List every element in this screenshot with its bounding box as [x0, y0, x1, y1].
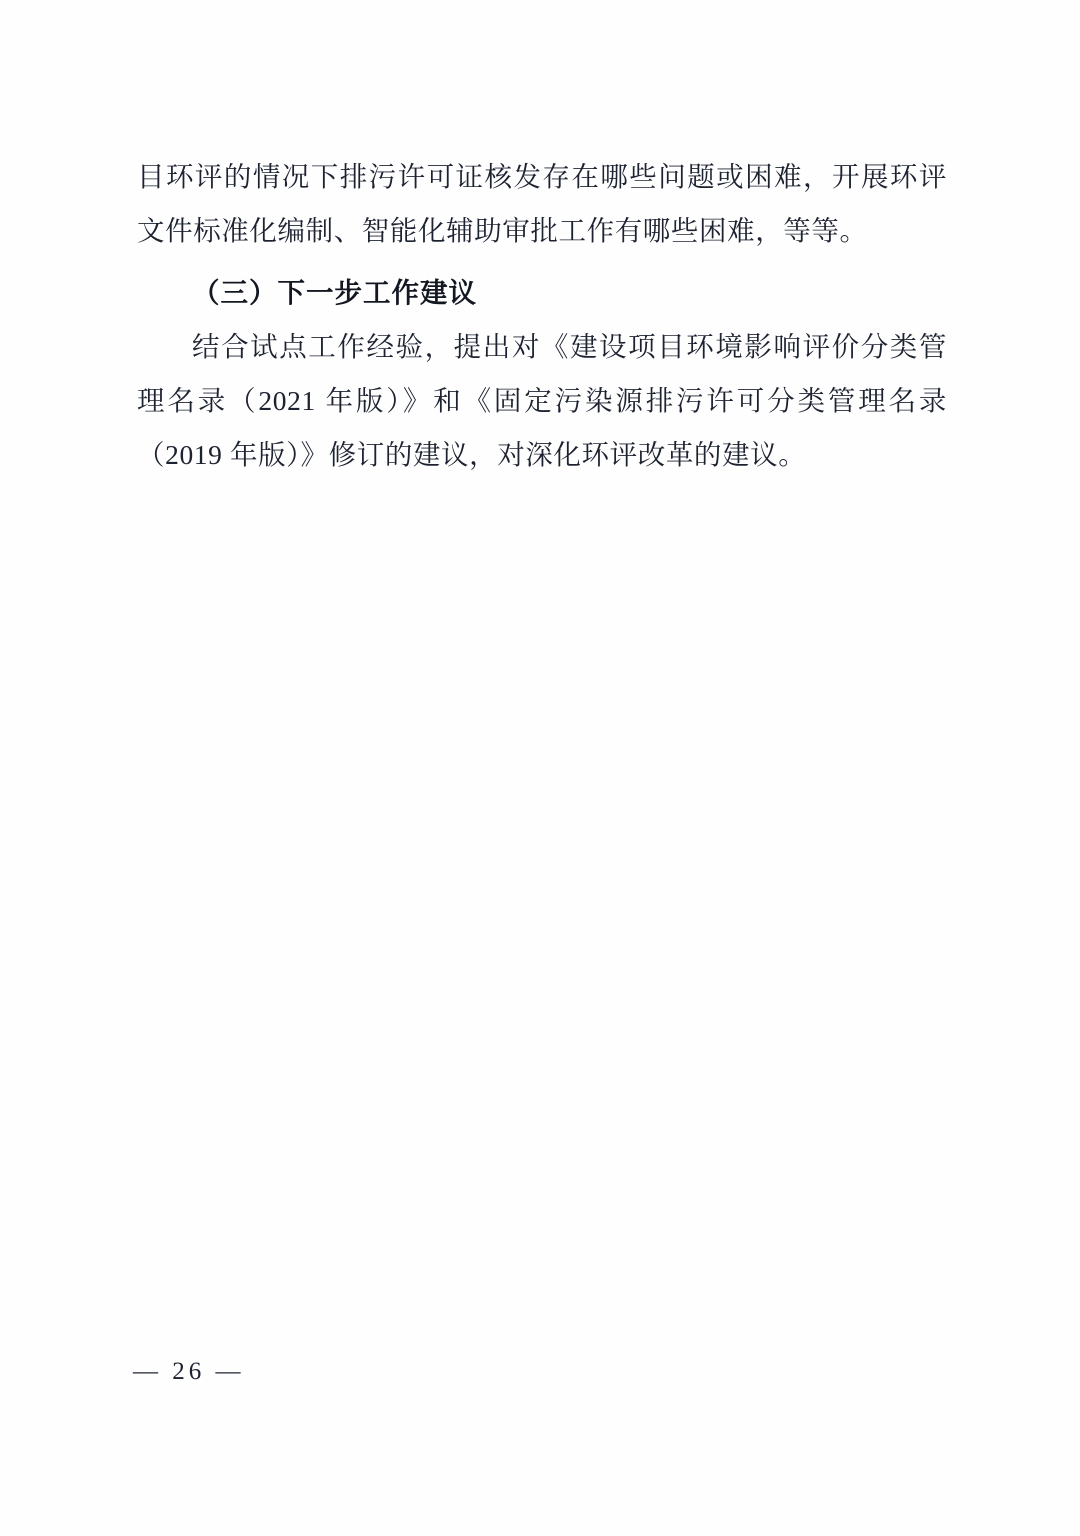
- page-footer: [0, 1358, 1080, 1386]
- spacer: [137, 258, 947, 266]
- page-body: [137, 150, 947, 482]
- paragraph-recommendations: 结合试点工作经验，提出对《建设项目环境影响评价分类管理名录（2021 年版）》和《固定污染源排污许可分类管理名录（2019 年版）》修订的建议，对深化环评改革的建议。: [137, 331, 947, 470]
- section-heading-three: （三）下一步工作建议: [192, 277, 477, 308]
- page-number: — 26 —: [133, 1358, 245, 1385]
- paragraph-continued: 目环评的情况下排污许可证核发存在哪些问题或困难，开展环评文件标准化编制、智能化辅助审批工作有哪些困难，等等。: [137, 161, 947, 246]
